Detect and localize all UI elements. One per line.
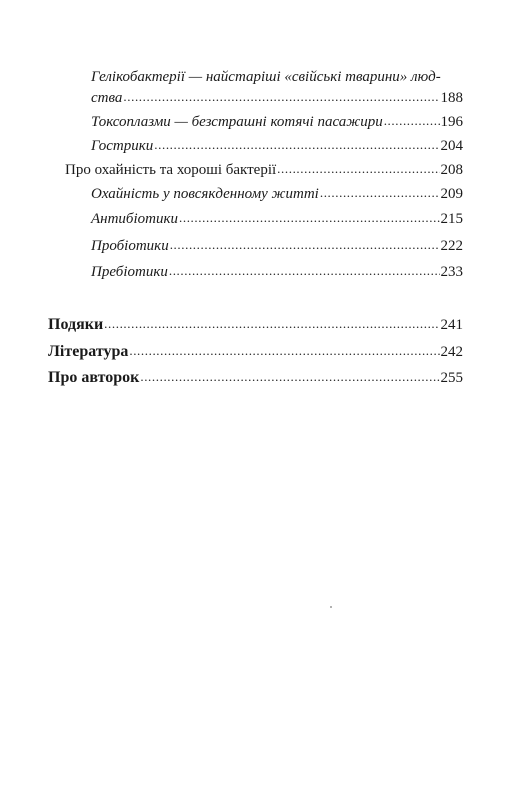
toc-entry-helicobacter[interactable] (91, 86, 463, 110)
toc-entry-label: Токсоплазми — безстрашні котячі пасажири (91, 114, 383, 130)
toc-entry-literature[interactable] (48, 340, 463, 364)
toc-entry-label: ства (91, 90, 123, 106)
toc-entry-about-authors[interactable] (48, 366, 463, 390)
toc-page-number: 204 (440, 138, 463, 154)
toc-entry-label: Антибіотики (91, 211, 178, 227)
toc-entry-label: Гострики (91, 138, 154, 154)
toc-page-number: 196 (440, 114, 463, 130)
dot-leader (129, 339, 439, 363)
toc-entry-prebiotics[interactable] (91, 260, 463, 284)
toc-page-number: 233 (440, 264, 463, 280)
dot-leader (277, 157, 439, 181)
dot-leader (123, 85, 439, 109)
toc-page-number: 209 (440, 186, 463, 202)
toc-entry-probiotics[interactable] (91, 234, 463, 258)
toc-entry-cleanliness-and-good-bacteria[interactable] (65, 158, 463, 182)
dot-leader (384, 109, 440, 133)
toc-page-number: 188 (440, 90, 463, 106)
dot-leader (179, 206, 440, 230)
toc-page-number: 222 (440, 238, 463, 254)
toc-entry-label: Пребіотики (91, 264, 168, 280)
toc-entry-line1-helicobacter: Гелікобактерії — найстаріші «свійські тварини» люд- (91, 69, 441, 85)
toc-entry-everyday-cleanliness[interactable] (91, 182, 463, 206)
toc-entry-label: Література (48, 343, 129, 360)
toc-page-number: 241 (440, 317, 463, 333)
dot-leader (104, 312, 439, 336)
dot-leader (140, 365, 439, 389)
dot-leader (169, 259, 440, 283)
toc-page-number: 255 (440, 370, 463, 386)
toc-entry-antibiotics[interactable] (91, 207, 463, 231)
toc-entry-acknowledgements[interactable] (48, 313, 463, 337)
toc-page-number: 242 (440, 344, 463, 360)
toc-entry-toxoplasma[interactable] (91, 110, 463, 134)
toc-entry-label: Охайність у повсякденному житті (91, 186, 319, 202)
dot-leader (170, 233, 440, 257)
dot-leader (154, 133, 439, 157)
toc-entry-label: Подяки (48, 316, 104, 333)
toc-page-number: 215 (440, 211, 463, 227)
toc-entry-label: Про авторок (48, 369, 140, 386)
print-speck (330, 606, 332, 608)
toc-page-number: 208 (440, 162, 463, 178)
dot-leader (320, 181, 440, 205)
toc-entry-pinworms[interactable] (91, 134, 463, 158)
toc-entry-label: Пробіотики (91, 238, 169, 254)
toc-entry-label: Про охайність та хороші бактерії (65, 162, 277, 178)
